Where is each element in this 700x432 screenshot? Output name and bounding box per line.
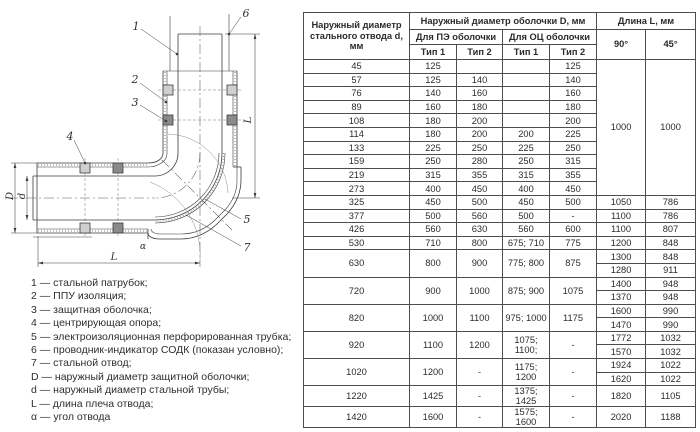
table-cell: 250 xyxy=(550,141,597,155)
table-cell: 1175 xyxy=(550,304,597,331)
table-cell: 911 xyxy=(646,263,696,277)
table-cell: 355 xyxy=(550,168,597,182)
legend-item: 5 — электроизоляционная перфорированная трубка; xyxy=(31,330,292,343)
table-cell: 1050 xyxy=(597,195,646,209)
table-row xyxy=(304,195,696,209)
table-cell: 600 xyxy=(550,223,597,237)
spec-table-wrap xyxy=(303,12,696,428)
table-cell: 200 xyxy=(457,114,503,128)
table-cell: 720 xyxy=(304,277,410,304)
table-cell: 820 xyxy=(304,304,410,331)
legend-item: 6 — проводник-индикатор СОДК (показан условно); xyxy=(31,344,284,357)
table-cell: 450 xyxy=(410,195,457,209)
table-cell: 1575; 1600 xyxy=(503,407,550,428)
table-cell: 160 xyxy=(550,87,597,101)
table-cell: 400 xyxy=(503,182,550,196)
table-cell: 1620 xyxy=(597,372,646,386)
callout-3: 3 xyxy=(131,96,139,109)
table-row xyxy=(304,223,696,237)
table-cell: 530 xyxy=(304,236,410,250)
table-cell xyxy=(503,114,550,128)
table-cell: 560 xyxy=(457,209,503,223)
table-cell: 786 xyxy=(646,195,696,209)
table-cell xyxy=(503,87,550,101)
table-cell: 1032 xyxy=(646,331,696,345)
table-cell: 250 xyxy=(503,155,550,169)
table-cell xyxy=(457,60,503,74)
table-cell: 875; 900 xyxy=(503,277,550,304)
table-cell: 1425 xyxy=(410,386,457,407)
table-row xyxy=(304,236,696,250)
table-cell: 400 xyxy=(410,182,457,196)
header-pe-casing: Для ПЭ оболочки xyxy=(410,30,503,45)
table-cell: 2020 xyxy=(597,407,646,428)
table-cell: 180 xyxy=(410,127,457,141)
table-cell: 200 xyxy=(503,127,550,141)
legend-item: 4 — центрирующая опора; xyxy=(31,317,162,330)
table-cell: - xyxy=(550,209,597,223)
callout-2: 2 xyxy=(131,73,139,86)
header-diameter-D: Наружный диаметр оболочки D, мм xyxy=(410,13,597,30)
table-cell: 630 xyxy=(457,223,503,237)
table-cell: 1105 xyxy=(646,386,696,407)
table-cell: 1000 xyxy=(410,304,457,331)
dimension-labels xyxy=(5,116,254,263)
header-90deg: 90° xyxy=(597,30,646,60)
table-cell: 325 xyxy=(304,195,410,209)
table-cell: 1188 xyxy=(646,407,696,428)
table-cell: 1300 xyxy=(597,250,646,264)
table-cell: 800 xyxy=(457,236,503,250)
table-row xyxy=(304,250,696,264)
table-cell: 1772 xyxy=(597,331,646,345)
table-cell: 900 xyxy=(410,277,457,304)
table-cell: 1175; 1200 xyxy=(503,359,550,386)
header-pe-type2: Тип 2 xyxy=(457,45,503,60)
table-cell: 315 xyxy=(503,168,550,182)
table-cell: 450 xyxy=(457,182,503,196)
spec-table xyxy=(303,12,696,428)
table-cell xyxy=(503,73,550,87)
table-row xyxy=(304,359,696,373)
table-cell: 140 xyxy=(410,87,457,101)
table-cell: 45 xyxy=(304,60,410,74)
table-cell: - xyxy=(550,331,597,358)
table-row xyxy=(304,331,696,345)
table-cell: - xyxy=(457,359,503,386)
centering-support xyxy=(113,223,123,233)
table-cell: 1075; 1100; xyxy=(503,331,550,358)
table-row xyxy=(304,407,696,428)
table-cell: 920 xyxy=(304,331,410,358)
table-cell: 180 xyxy=(550,100,597,114)
centering-support xyxy=(227,85,237,95)
table-cell: 225 xyxy=(550,127,597,141)
table-cell: 775; 800 xyxy=(503,250,550,277)
table-cell: 975; 1000 xyxy=(503,304,550,331)
table-cell: 140 xyxy=(550,73,597,87)
header-45deg: 45° xyxy=(646,30,696,60)
table-row xyxy=(304,386,696,407)
header-oc-casing: Для ОЦ оболочки xyxy=(503,30,597,45)
callout-1: 1 xyxy=(132,20,140,33)
legend-item: D — наружный диаметр защитной оболочки; xyxy=(31,370,250,383)
table-cell: 315 xyxy=(550,155,597,169)
table-cell: 875 xyxy=(550,250,597,277)
table-cell: 1000 xyxy=(646,60,696,196)
callout-5: 5 xyxy=(243,213,251,226)
table-cell: 1600 xyxy=(597,304,646,318)
dim-alpha: α xyxy=(139,242,147,252)
table-cell: - xyxy=(457,386,503,407)
table-cell: 225 xyxy=(410,141,457,155)
table-cell: 1100 xyxy=(597,223,646,237)
table-cell: - xyxy=(550,386,597,407)
table-cell: 500 xyxy=(503,209,550,223)
legend-item: d — наружный диаметр стальной трубы; xyxy=(31,384,230,397)
table-cell: 219 xyxy=(304,168,410,182)
table-cell: 848 xyxy=(646,236,696,250)
table-cell: 848 xyxy=(646,250,696,264)
table-cell: 1280 xyxy=(597,263,646,277)
table-row xyxy=(304,304,696,318)
table-cell: 500 xyxy=(410,209,457,223)
table-cell: 160 xyxy=(457,87,503,101)
table-cell xyxy=(503,100,550,114)
table-cell: 76 xyxy=(304,87,410,101)
table-cell: 133 xyxy=(304,141,410,155)
table-cell: 900 xyxy=(457,250,503,277)
table-cell: 200 xyxy=(457,127,503,141)
table-cell: 560 xyxy=(410,223,457,237)
elbow-drawing xyxy=(0,0,302,272)
table-cell: 1022 xyxy=(646,359,696,373)
legend-item: 7 — стальной отвод; xyxy=(31,357,132,370)
table-cell: 1200 xyxy=(597,236,646,250)
centering-support xyxy=(80,223,90,233)
table-cell: 200 xyxy=(550,114,597,128)
table-cell: 1000 xyxy=(597,60,646,196)
table-cell: 1200 xyxy=(457,331,503,358)
dim-L-bottom: L xyxy=(110,252,118,263)
table-cell: 1020 xyxy=(304,359,410,386)
table-cell: 710 xyxy=(410,236,457,250)
table-cell: 948 xyxy=(646,291,696,305)
table-cell: 225 xyxy=(503,141,550,155)
table-cell: 250 xyxy=(410,155,457,169)
table-cell: 1220 xyxy=(304,386,410,407)
table-cell: 1400 xyxy=(597,277,646,291)
table-cell: 1200 xyxy=(410,359,457,386)
table-cell: 630 xyxy=(304,250,410,277)
table-cell: 180 xyxy=(457,100,503,114)
table-cell: 1100 xyxy=(457,304,503,331)
legend-item: 3 — защитная оболочка; xyxy=(31,303,152,316)
table-cell: 786 xyxy=(646,209,696,223)
centering-support xyxy=(113,163,123,173)
table-cell: 775 xyxy=(550,236,597,250)
table-cell: 180 xyxy=(410,114,457,128)
table-cell: 160 xyxy=(410,100,457,114)
table-cell: 500 xyxy=(457,195,503,209)
table-cell: 1600 xyxy=(410,407,457,428)
centering-support xyxy=(163,85,173,95)
table-cell: 1470 xyxy=(597,318,646,332)
table-cell: 1375; 1425 xyxy=(503,386,550,407)
legend-item: α — угол отвода xyxy=(31,411,111,424)
table-cell: 355 xyxy=(457,168,503,182)
table-cell: - xyxy=(550,407,597,428)
table-cell: - xyxy=(550,359,597,386)
table-cell: 125 xyxy=(410,73,457,87)
table-cell: 114 xyxy=(304,127,410,141)
centering-support xyxy=(80,163,90,173)
table-cell: 1924 xyxy=(597,359,646,373)
table-cell: 1420 xyxy=(304,407,410,428)
table-cell xyxy=(503,60,550,74)
dimension-lines xyxy=(11,34,260,267)
table-row xyxy=(304,60,696,74)
callout-4: 4 xyxy=(66,130,74,143)
table-cell: 159 xyxy=(304,155,410,169)
table-cell: 450 xyxy=(550,182,597,196)
callout-7: 7 xyxy=(243,241,251,254)
table-header xyxy=(304,13,696,60)
table-cell: 250 xyxy=(457,141,503,155)
table-cell: 273 xyxy=(304,182,410,196)
table-row xyxy=(304,209,696,223)
table-cell: 125 xyxy=(410,60,457,74)
table-cell: 1032 xyxy=(646,345,696,359)
table-cell: 807 xyxy=(646,223,696,237)
angle-arcs xyxy=(150,134,228,260)
header-diameter-d: Наружный диаметр стального отвода d, мм xyxy=(304,13,410,60)
table-cell: 57 xyxy=(304,73,410,87)
table-cell: 1000 xyxy=(457,277,503,304)
dim-L-right: L xyxy=(243,116,254,124)
table-cell: 108 xyxy=(304,114,410,128)
table-cell: 560 xyxy=(503,223,550,237)
table-cell: 1100 xyxy=(410,331,457,358)
table-cell: 450 xyxy=(503,195,550,209)
header-oc-type2: Тип 2 xyxy=(550,45,597,60)
table-cell: 1570 xyxy=(597,345,646,359)
table-cell: 1370 xyxy=(597,291,646,305)
table-cell: 990 xyxy=(646,318,696,332)
table-cell: 140 xyxy=(457,73,503,87)
table-cell: 500 xyxy=(550,195,597,209)
table-cell: 426 xyxy=(304,223,410,237)
table-cell: 948 xyxy=(646,277,696,291)
table-cell: - xyxy=(457,407,503,428)
table-body xyxy=(304,60,696,428)
table-cell: 315 xyxy=(410,168,457,182)
table-cell: 89 xyxy=(304,100,410,114)
header-length-L: Длина L, мм xyxy=(597,13,696,30)
callout-6: 6 xyxy=(242,7,250,20)
table-cell: 1022 xyxy=(646,372,696,386)
table-cell: 1100 xyxy=(597,209,646,223)
table-cell: 800 xyxy=(410,250,457,277)
header-oc-type1: Тип 1 xyxy=(503,45,550,60)
table-cell: 990 xyxy=(646,304,696,318)
table-cell: 675; 710 xyxy=(503,236,550,250)
dim-D: D xyxy=(5,191,16,201)
table-cell: 280 xyxy=(457,155,503,169)
header-pe-type1: Тип 1 xyxy=(410,45,457,60)
legend-item: L — длина плеча отвода; xyxy=(31,397,154,410)
legend xyxy=(31,277,291,424)
dim-d: d xyxy=(17,192,28,200)
table-cell: 1075 xyxy=(550,277,597,304)
table-cell: 377 xyxy=(304,209,410,223)
centering-support xyxy=(227,115,237,125)
table-cell: 125 xyxy=(550,60,597,74)
legend-item: 1 — стальной патрубок; xyxy=(31,277,148,289)
table-row xyxy=(304,277,696,291)
table-cell: 1820 xyxy=(597,386,646,407)
legend-item: 2 — ППУ изоляция; xyxy=(31,290,127,303)
